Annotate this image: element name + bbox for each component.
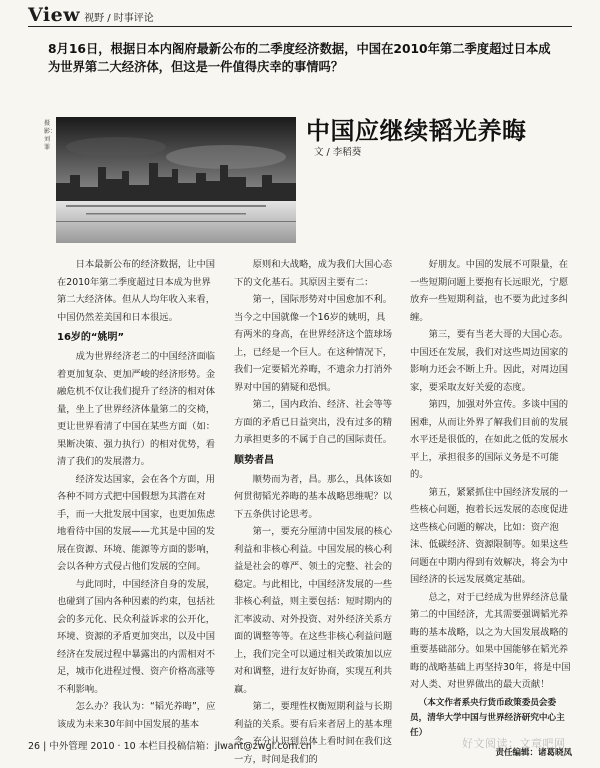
site-watermark: 好文阅读：文章吧网 bbox=[462, 737, 566, 750]
paragraph: 顺势而为者，昌。那么，具体该如何贯彻韬光养晦的基本战略思维呢？以下五条供讨论思考。 bbox=[234, 473, 393, 520]
editor-credit: 责任编辑：诸葛晓凤 bbox=[495, 747, 572, 758]
paragraph: 原则和大战略，成为我们大国心态下的文化基石。其原因主要有二： bbox=[234, 259, 393, 288]
paragraph: 日本最新公布的经济数据，让中国在2010年第二季度超过日本成为世界第二大经济体。但从人均年收入来看，中国仍然差美国和日本很远。 bbox=[57, 259, 216, 323]
paragraph: 第一，要充分厘清中国发展的核心利益和非核心利益。中国发展的核心利益是社会的尊严、领土的完整、社会的稳定。与此相比，中国经济发展的一些非核心利益，则主要包括：短时期内的汇率波动、对外投资、对外经济关系方面的调整等等。在这些非核心利益问题上，我们完全可以通过相关政策加以应对和调整，进行友好协商，实现互利共赢。 bbox=[234, 526, 393, 695]
paragraph: 第四，加强对外宣传。多谈中国的困难，从而让外界了解我们目前的发展水平还是很低的，在如此之低的发展水平上，承担很多的国际义务是不可能的。 bbox=[410, 399, 569, 480]
paragraph: 成为世界经济老二的中国经济面临着更加复杂、更加严峻的经济形势。金融危机不仅让我们提升了经济的相对体量，坐上了世界经济体量第二的交椅，更让世界看清了中国在某些方面（如：果断决策、强力执行）的相对优势，看清了我们的发展潜力。 bbox=[57, 351, 216, 467]
page-footer: 26 | 中外管理 2010 · 10 本栏目投稿信箱：jlwant@zwgl.com.cn bbox=[28, 741, 312, 752]
paragraph: 好朋友。中国的发展不可限量，在一些短期问题上要抱有长远眼光，宁愿放弃一些短期利益，也不要为此过多纠缠。 bbox=[410, 259, 569, 323]
city-skyline-photo bbox=[56, 117, 296, 243]
paragraph: 与此同时，中国经济自身的发展，也碰到了国内各种因素的约束，包括社会的多元化、民众利益诉求的公开化，环境、资源的矛盾更加突出，以及中国经济在发展过程中暴露出的内需相对不足，城市化进程过慢、资产价格高涨等不利影响。 bbox=[57, 578, 216, 695]
paragraph: 第二，国内政治、经济、社会等等方面的矛盾已日益突出，没有过多的精力承担更多的不属于自己的国际责任。 bbox=[234, 399, 393, 445]
paragraph: 第三，要有当老大哥的大国心态。中国还在发展，我们对这些周边国家的影响力还会不断上升。因此，对周边国家，要采取友好关爱的态度。 bbox=[410, 329, 569, 393]
paragraph: 总之，对于已经成为世界经济总量第二的中国经济，尤其需要强调韬光养晦的基本战略，以之为大国发展战略的重要基础部分。如果中国能够在韬光养晦的战略基础上再坚持30年，将是中国对人类、对世界做出的最大贡献！ bbox=[410, 591, 571, 690]
magazine-logo: View bbox=[28, 4, 81, 26]
paragraph: 第五，紧紧抓住中国经济发展的一些核心问题，抱着长远发展的态度促进这些核心问题的解决，比如：资产泡沫、低碳经济、资源限制等。如果这些问题在中期内得到有效解决，将会为中国经济的长远发展奠定基础。 bbox=[410, 486, 569, 585]
author-note: （本文作者系央行货币政策委员会委员，清华大学中国与世界经济研究中心主任） bbox=[410, 697, 565, 738]
article-title: 中国应继续韬光养晦 bbox=[306, 117, 527, 145]
section-heading: 顺势者昌 bbox=[234, 454, 274, 466]
photo-credit: 摄影：刘罪 bbox=[44, 120, 57, 151]
author-byline: 文 / 李稻葵 bbox=[314, 147, 362, 158]
article-column-1 bbox=[57, 256, 217, 733]
section-label: 视野 / 时事评论 bbox=[84, 13, 154, 24]
paragraph: 经济发达国家，会在各个方面，用各种不同方式把中国假想为其潜在对手，而一大批发展中国家，也更加焦虑地看待中国的发展——尤其是中国的发展在资源、环境、能源等方面的影响，会以各种方式侵占他们发展的空间。 bbox=[57, 473, 216, 572]
article-column-2 bbox=[234, 256, 394, 768]
section-heading: 16岁的“姚明” bbox=[57, 332, 125, 343]
article-column-3 bbox=[410, 256, 572, 762]
paragraph: 第二，要理性权衡短期利益与长期利益的关系。要有后来者居上的基本理念，充分认识到总体上看时间在我们这一方，时间是我们的 bbox=[234, 701, 393, 765]
paragraph: 怎么办？我认为：“韬光养晦”，应该成为未来30年间中国发展的基本 bbox=[57, 701, 216, 730]
paragraph: 第一，国际形势对中国愈加不利。当今之中国就像一个16岁的姚明，具有两米的身高，在世界经济这个篮球场上，已经是一个巨人。在这种情况下，我们一定要韬光养晦，不遗余力打消外界对中国的猜疑和恐惧。 bbox=[234, 294, 393, 393]
lede-text: 8月16日，根据日本内阁府最新公布的二季度经济数据，中国在2010年第二季度超过日本成为世界第二大经济体，但这是一件值得庆幸的事情吗？ bbox=[48, 42, 551, 74]
masthead-rule bbox=[28, 26, 572, 27]
skyline-illustration bbox=[56, 117, 296, 243]
masthead bbox=[28, 4, 154, 26]
